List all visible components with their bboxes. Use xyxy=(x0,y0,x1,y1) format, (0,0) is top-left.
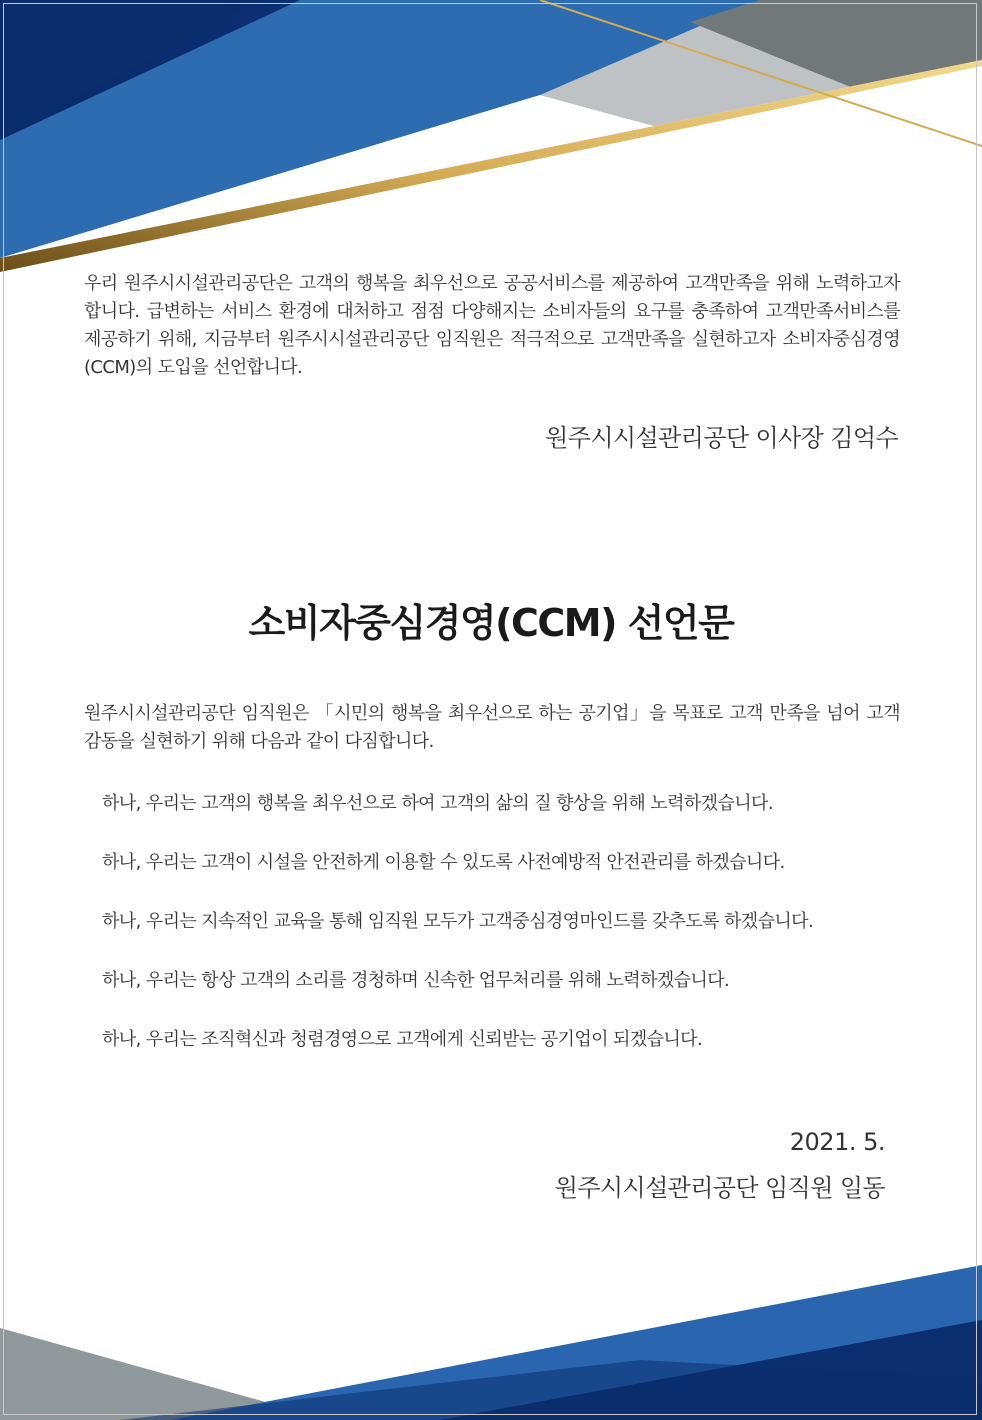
pledge-list xyxy=(102,790,902,1085)
organization-signature: 원주시시설관리공단 임직원 일동 xyxy=(554,1174,885,1202)
pledge-item: 하나, 우리는 항상 고객의 소리를 경청하며 신속한 업무처리를 위해 노력하겠습니다. xyxy=(102,970,730,991)
pledge-intro: 원주시시설관리공단 임직원은 「시민의 행복을 최우선으로 하는 공기업」을 목표로 고객 만족을 넘어 고객 감동을 실현하기 위해 다음과 같이 다짐합니다. xyxy=(84,703,900,752)
pledge-item: 하나, 우리는 고객의 행복을 최우선으로 하여 고객의 삶의 질 향상을 위해 노력하겠습니다. xyxy=(102,793,773,814)
pledge-item: 하나, 우리는 지속적인 교육을 통해 임직원 모두가 고객중심경영마인드를 갖추도록 하겠습니다. xyxy=(102,911,814,932)
signer-name: 원주시시설관리공단 이사장 김억수 xyxy=(545,424,898,452)
page-title: 소비자중심경영(CCM) 선언문 xyxy=(248,601,734,645)
bottom-decoration xyxy=(0,1260,982,1420)
pledge-item: 하나, 우리는 조직혁신과 청렴경영으로 고객에게 신뢰받는 공기업이 되겠습니다. xyxy=(102,1029,703,1050)
top-decoration xyxy=(0,0,982,300)
declaration-date: 2021. 5. xyxy=(789,1128,885,1156)
intro-paragraph: 우리 원주시시설관리공단은 고객의 행복을 최우선으로 공공서비스를 제공하여 고객만족을 위해 노력하고자 합니다. 급변하는 서비스 환경에 대처하고 점점 다양해지는 소비자들의 요구를 충족하여 고객만족서비스를 제공하기 위해, 지금부터 원주시시설관리공단 임직원은 적극적으로 고객만족을 실현하고자 소비자중심경영(CCM)의 도입을 선언합니다. xyxy=(84,273,900,378)
pledge-item: 하나, 우리는 고객이 시설을 안전하게 이용할 수 있도록 사전예방적 안전관리를 하겠습니다. xyxy=(102,852,785,873)
